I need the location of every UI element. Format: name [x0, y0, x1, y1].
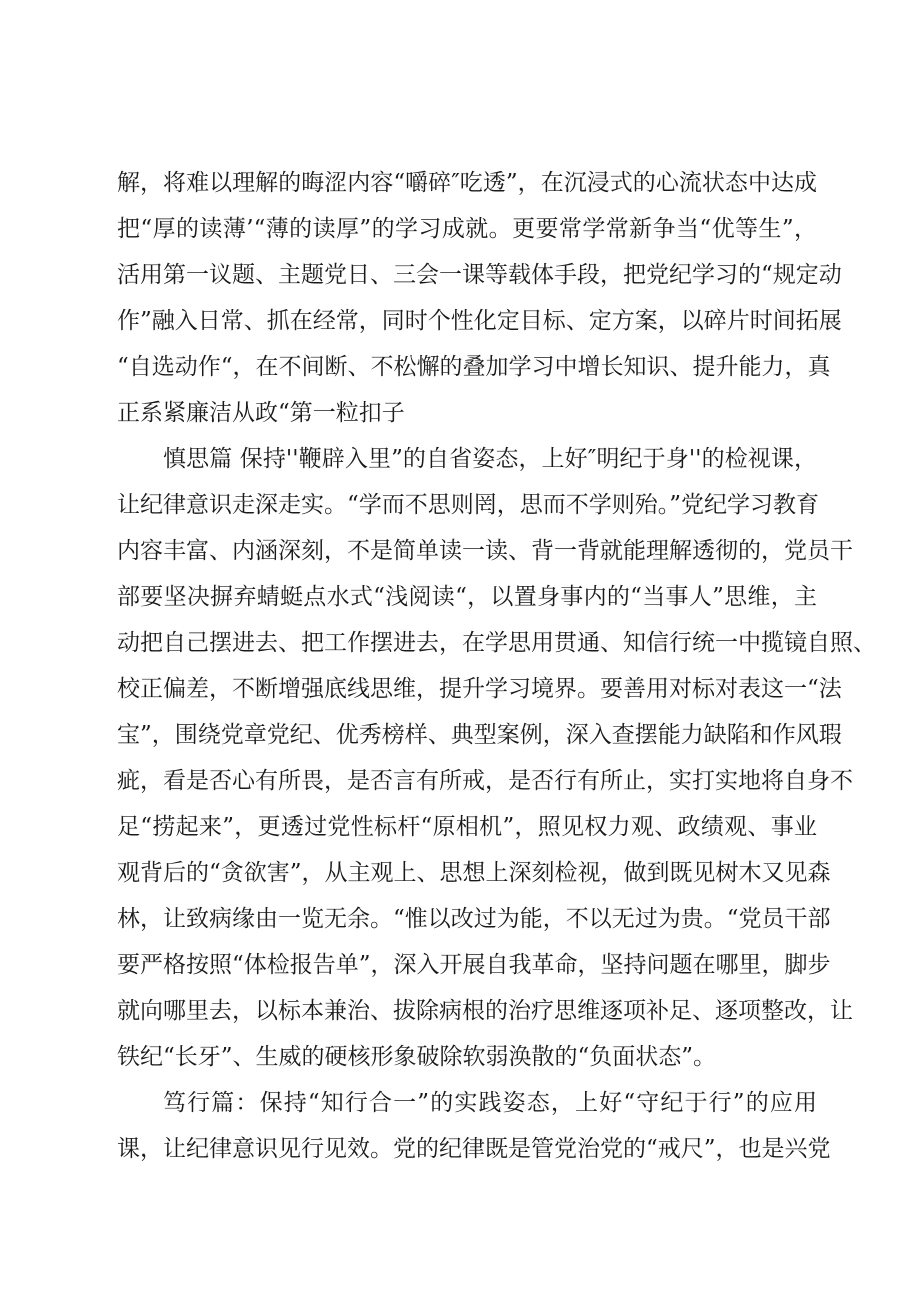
text-line: “自选动作“，在不间断、不松懈的叠加学习中增长知识、提升能力，真 [117, 354, 831, 380]
text-line: 部要坚决摒弃蜻蜓点水式“浅阅读“，以置身事内的“当事人”思维，主 [117, 584, 817, 610]
text-line: 林，让致病缘由一览无余。“惟以改过为能，不以无过为贵。“党员干部 [117, 906, 831, 932]
text-line: 就向哪里去，以标本兼治、拔除病根的治疗思维逐项补足、逐项整改，让 [117, 998, 853, 1024]
text-line: 正系紧廉洁从政“第一粒扣子 [117, 400, 405, 426]
text-line: 足“捞起来”，更透过党性标杆“原相机”，照见权力观、政绩观、事业 [117, 814, 817, 840]
text-line: 校正偏差，不断增强底线思维，提升学习境界。要善用对标对表这一“法 [117, 676, 842, 702]
text-line: 让纪律意识走深走实。“学而不思则罔，思而不学则殆。”党纪学习教育 [117, 492, 820, 518]
text-line: 活用第一议题、主题党日、三会一课等载体手段，把党纪学习的“规定动 [117, 262, 842, 288]
paragraph-heading-line: 笃行篇：保持“知行合一”的实践姿态，上好“守纪于行”的应用 [163, 1090, 817, 1116]
text-line: 疵，看是否心有所畏，是否言有所戒，是否行有所止，实打实地将自身不 [117, 768, 853, 794]
text-line: 要严格按照“体检报告单”，深入开展自我革命，坚持问题在哪里，脚步 [117, 952, 831, 978]
text-line: 课，让纪律意识见行见效。党的纪律既是管党治党的“戒尺”，也是兴党 [117, 1136, 831, 1162]
paragraph-heading-line: 慎思篇 保持''鞭辟入里”的自省姿态，上好″明纪于身''的检视课， [163, 446, 817, 472]
text-line: 内容丰富、内涵深刻，不是简单读一读、背一背就能理解透彻的，党员干 [117, 538, 853, 564]
text-line: 作”融入日常、抓在经常，同时个性化定目标、定方案，以碎片时间拓展 [117, 308, 842, 334]
text-line: 解，将难以理解的晦涩内容“嚼碎″吃透”，在沉浸式的心流状态中达成 [117, 170, 817, 196]
text-line: 把“厚的读薄’“薄的读厚”的学习成就。更要常学常新争当“优等生”， [117, 216, 817, 242]
text-line: 宝”，围绕党章党纪、优秀榜样、典型案例，深入查摆能力缺陷和作风瑕 [117, 722, 842, 748]
text-line: 铁纪“长牙”、生威的硬核形象破除软弱涣散的“负面状态”。 [117, 1044, 717, 1070]
text-line: 观背后的“贪欲害”，从主观上、思想上深刻检视，做到既见树木又见森 [117, 860, 831, 886]
text-line: 动把自己摆进去、把工作摆进去，在学思用贯通、知信行统一中揽镜自照、 [117, 630, 876, 656]
